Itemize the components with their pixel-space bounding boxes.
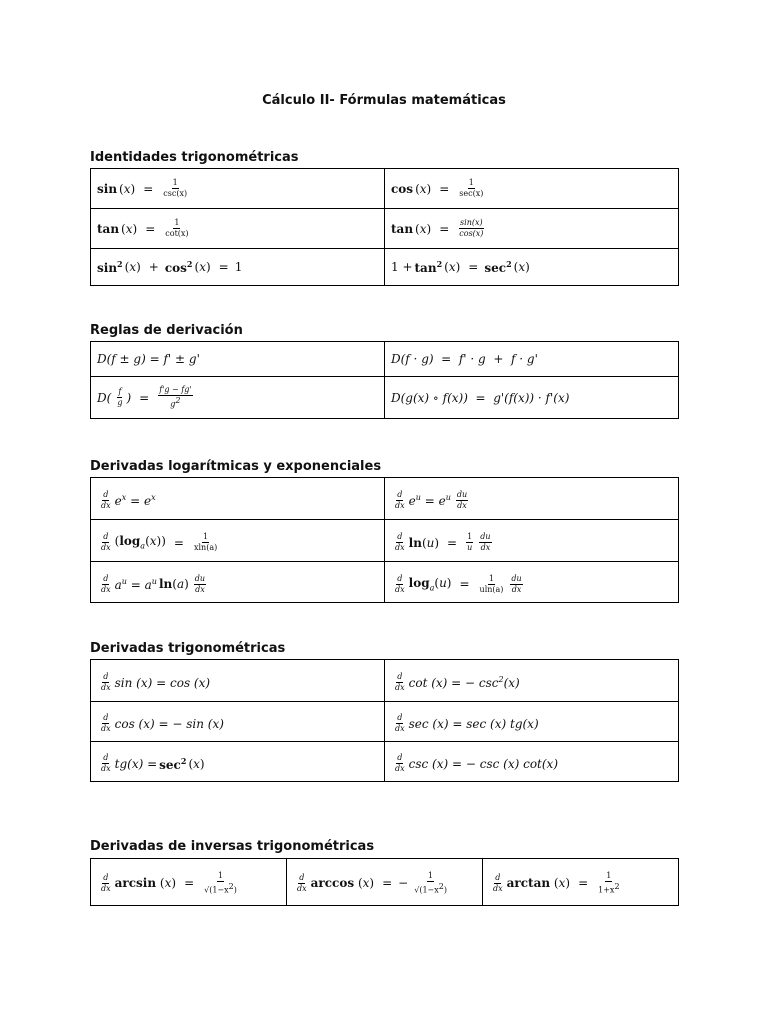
table-row — [91, 169, 679, 209]
formula-cell: cos (x) = $\frac{1}{\sec(x)}$ — [385, 169, 679, 209]
section-heading-logaritmicas: Derivadas logarítmicas y exponenciales — [90, 459, 382, 474]
formula-table-logaritmicas — [90, 477, 679, 603]
formula-cell: $\frac{d}{dx}$ $\log_a(u)$ = $\frac{1}{uln(a)}$ $\frac{du}{dx}$ — [385, 562, 679, 603]
section-heading-inversas: Derivadas de inversas trigonométricas — [90, 839, 375, 854]
formula-cell: tan (x) = $\frac{1}{\cot(x)}$ — [91, 209, 385, 249]
formula-cell: $\sin^2$ (x) + $\cos^2$ (x) = 1 — [91, 249, 385, 286]
section-heading-identidades: Identidades trigonométricas — [90, 150, 299, 165]
section-heading-trigonometricas: Derivadas trigonométricas — [90, 641, 286, 656]
formula-cell: 1 + $\tan^2$ (x) = $\sec^2$ (x) — [385, 249, 679, 286]
table-row — [91, 660, 679, 702]
formula-cell: $\frac{d}{dx}$ $e^u = e^u$ $\frac{du}{dx}$ — [385, 478, 679, 520]
table-row — [91, 377, 679, 419]
formula-cell: $\frac{d}{dx}$ arccos (x) = − $\frac{1}{√(1-x^2)}$ — [287, 859, 483, 906]
table-row — [91, 478, 679, 520]
formula-cell: D(f · g) = f' · g + f · g' — [385, 342, 679, 377]
formula-cell: tan (x) = $\frac{\sin(x)}{\cos(x)}$ — [385, 209, 679, 249]
table-row — [91, 209, 679, 249]
formula-cell: $\frac{d}{dx}$ cos (x) = − sin (x) — [91, 702, 385, 742]
formula-table-inversas — [90, 858, 679, 906]
formula-cell: D( $\frac{f}{g}$ ) = $\frac{f'g - fg'}{g^2}$ — [91, 377, 385, 419]
formula-cell: $\frac{d}{dx}$ ln(u) = $\frac{1}{u}$ $\frac{du}{dx}$ — [385, 520, 679, 562]
formula-cell: $\frac{d}{dx}$ cot (x) = − $\csc^2(x)$ — [385, 660, 679, 702]
formula-cell: $\frac{d}{dx}$ csc (x) = − csc (x) cot(x) — [385, 742, 679, 782]
table-row — [91, 702, 679, 742]
formula-cell: $\frac{d}{dx}$ sec (x) = sec (x) tg(x) — [385, 702, 679, 742]
table-row — [91, 342, 679, 377]
page-title: Cálculo II- Fórmulas matemáticas — [262, 93, 506, 108]
formula-cell: sin (x) = $\frac{1}{\csc(x)}$ — [91, 169, 385, 209]
table-row — [91, 742, 679, 782]
formula-cell: D(f ± g) = f' ± g' — [91, 342, 385, 377]
table-row — [91, 520, 679, 562]
table-row — [91, 249, 679, 286]
formula-cell: D(g(x) ∘ f(x)) = g'(f(x)) · f'(x) — [385, 377, 679, 419]
formula-cell: $\frac{d}{dx}$ sin (x) = cos (x) — [91, 660, 385, 702]
table-row — [91, 859, 679, 906]
section-heading-reglas: Reglas de derivación — [90, 323, 243, 338]
formula-cell: $\frac{d}{dx}$ $(\log_a(x))$ = $\frac{1}{xln(a)}$ — [91, 520, 385, 562]
formula-cell: $\frac{d}{dx}$ arctan (x) = $\frac{1}{1+x^2}$ — [483, 859, 679, 906]
formula-table-identidades — [90, 168, 679, 286]
formula-table-reglas — [90, 341, 679, 419]
formula-table-trigonometricas — [90, 659, 679, 782]
table-row — [91, 562, 679, 603]
formula-cell: $\frac{d}{dx}$ $e^x = e^x$ — [91, 478, 385, 520]
formula-cell: $\frac{d}{dx}$ arcsin (x) = $\frac{1}{√(1-x^2)}$ — [91, 859, 287, 906]
formula-cell: $\frac{d}{dx}$ tg(x) = $\sec^2$ (x) — [91, 742, 385, 782]
formula-cell: $\frac{d}{dx}$ $a^u = a^u$ ln(a) $\frac{du}{dx}$ — [91, 562, 385, 603]
